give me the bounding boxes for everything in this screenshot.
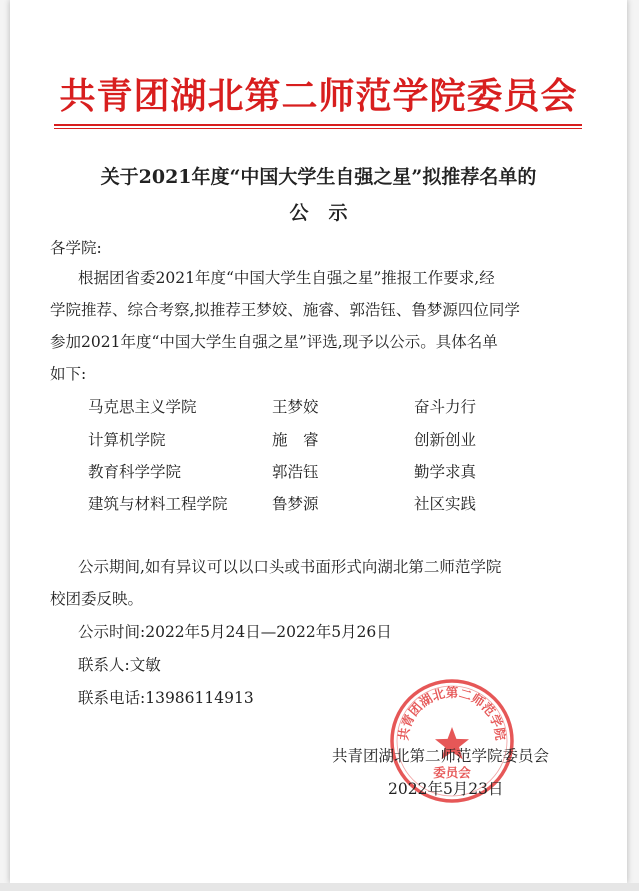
paragraph1-line-4: 如下: bbox=[50, 365, 87, 383]
nominee-category: 勤学求真 bbox=[414, 463, 477, 481]
nominee-college: 建筑与材料工程学院 bbox=[88, 495, 228, 513]
signature-org: 共青团湖北第二师范学院委员会 bbox=[332, 747, 550, 765]
paragraph1-line-2: 学院推荐、综合考察,拟推荐王梦姣、施睿、郭浩钰、鲁梦源四位同学 bbox=[50, 301, 520, 319]
nominee-name: 郭浩钰 bbox=[272, 463, 319, 481]
notice-title: 关于2021年度“中国大学生自强之星”拟推荐名单的 bbox=[100, 166, 537, 188]
nominee-name: 鲁梦源 bbox=[272, 495, 319, 513]
paragraph2-line-1: 公示期间,如有异议可以以口头或书面形式向湖北第二师范学院 bbox=[78, 558, 502, 576]
paragraph1-line-1: 根据团省委2021年度“中国大学生自强之星”推报工作要求,经 bbox=[78, 269, 495, 287]
red-rule-thin bbox=[54, 128, 582, 129]
seal-text-bottom: 委员会 bbox=[433, 765, 471, 780]
bottom-strip bbox=[0, 883, 639, 891]
red-rule-thick bbox=[54, 124, 582, 126]
publicity-period: 公示时间:2022年5月24日—2022年5月26日 bbox=[78, 623, 392, 641]
contact-person: 联系人:文敏 bbox=[78, 656, 161, 674]
nominee-category: 创新创业 bbox=[414, 431, 477, 449]
seal-text-top: 共青团湖北第二师范学院 bbox=[395, 685, 509, 742]
signature-date: 2022年5月23日 bbox=[388, 780, 504, 798]
nominee-category: 社区实践 bbox=[414, 495, 477, 513]
nominee-college: 计算机学院 bbox=[88, 431, 166, 449]
paragraph1-line-3: 参加2021年度“中国大学生自强之星”评选,现予以公示。具体名单 bbox=[50, 333, 498, 351]
nominee-name: 王梦姣 bbox=[272, 398, 319, 416]
nominee-category: 奋斗力行 bbox=[414, 398, 477, 416]
contact-phone: 联系电话:13986114913 bbox=[78, 689, 254, 707]
document-page bbox=[10, 0, 627, 883]
paragraph2-line-2: 校团委反映。 bbox=[50, 590, 144, 608]
nominee-college: 教育科学学院 bbox=[88, 463, 182, 481]
org-masthead: 共青团湖北第二师范学院委员会 bbox=[59, 75, 578, 117]
nominee-college: 马克思主义学院 bbox=[88, 398, 197, 416]
notice-subtitle: 公示 bbox=[289, 202, 368, 224]
nominee-name: 施 睿 bbox=[272, 431, 319, 449]
salutation: 各学院: bbox=[50, 239, 102, 257]
